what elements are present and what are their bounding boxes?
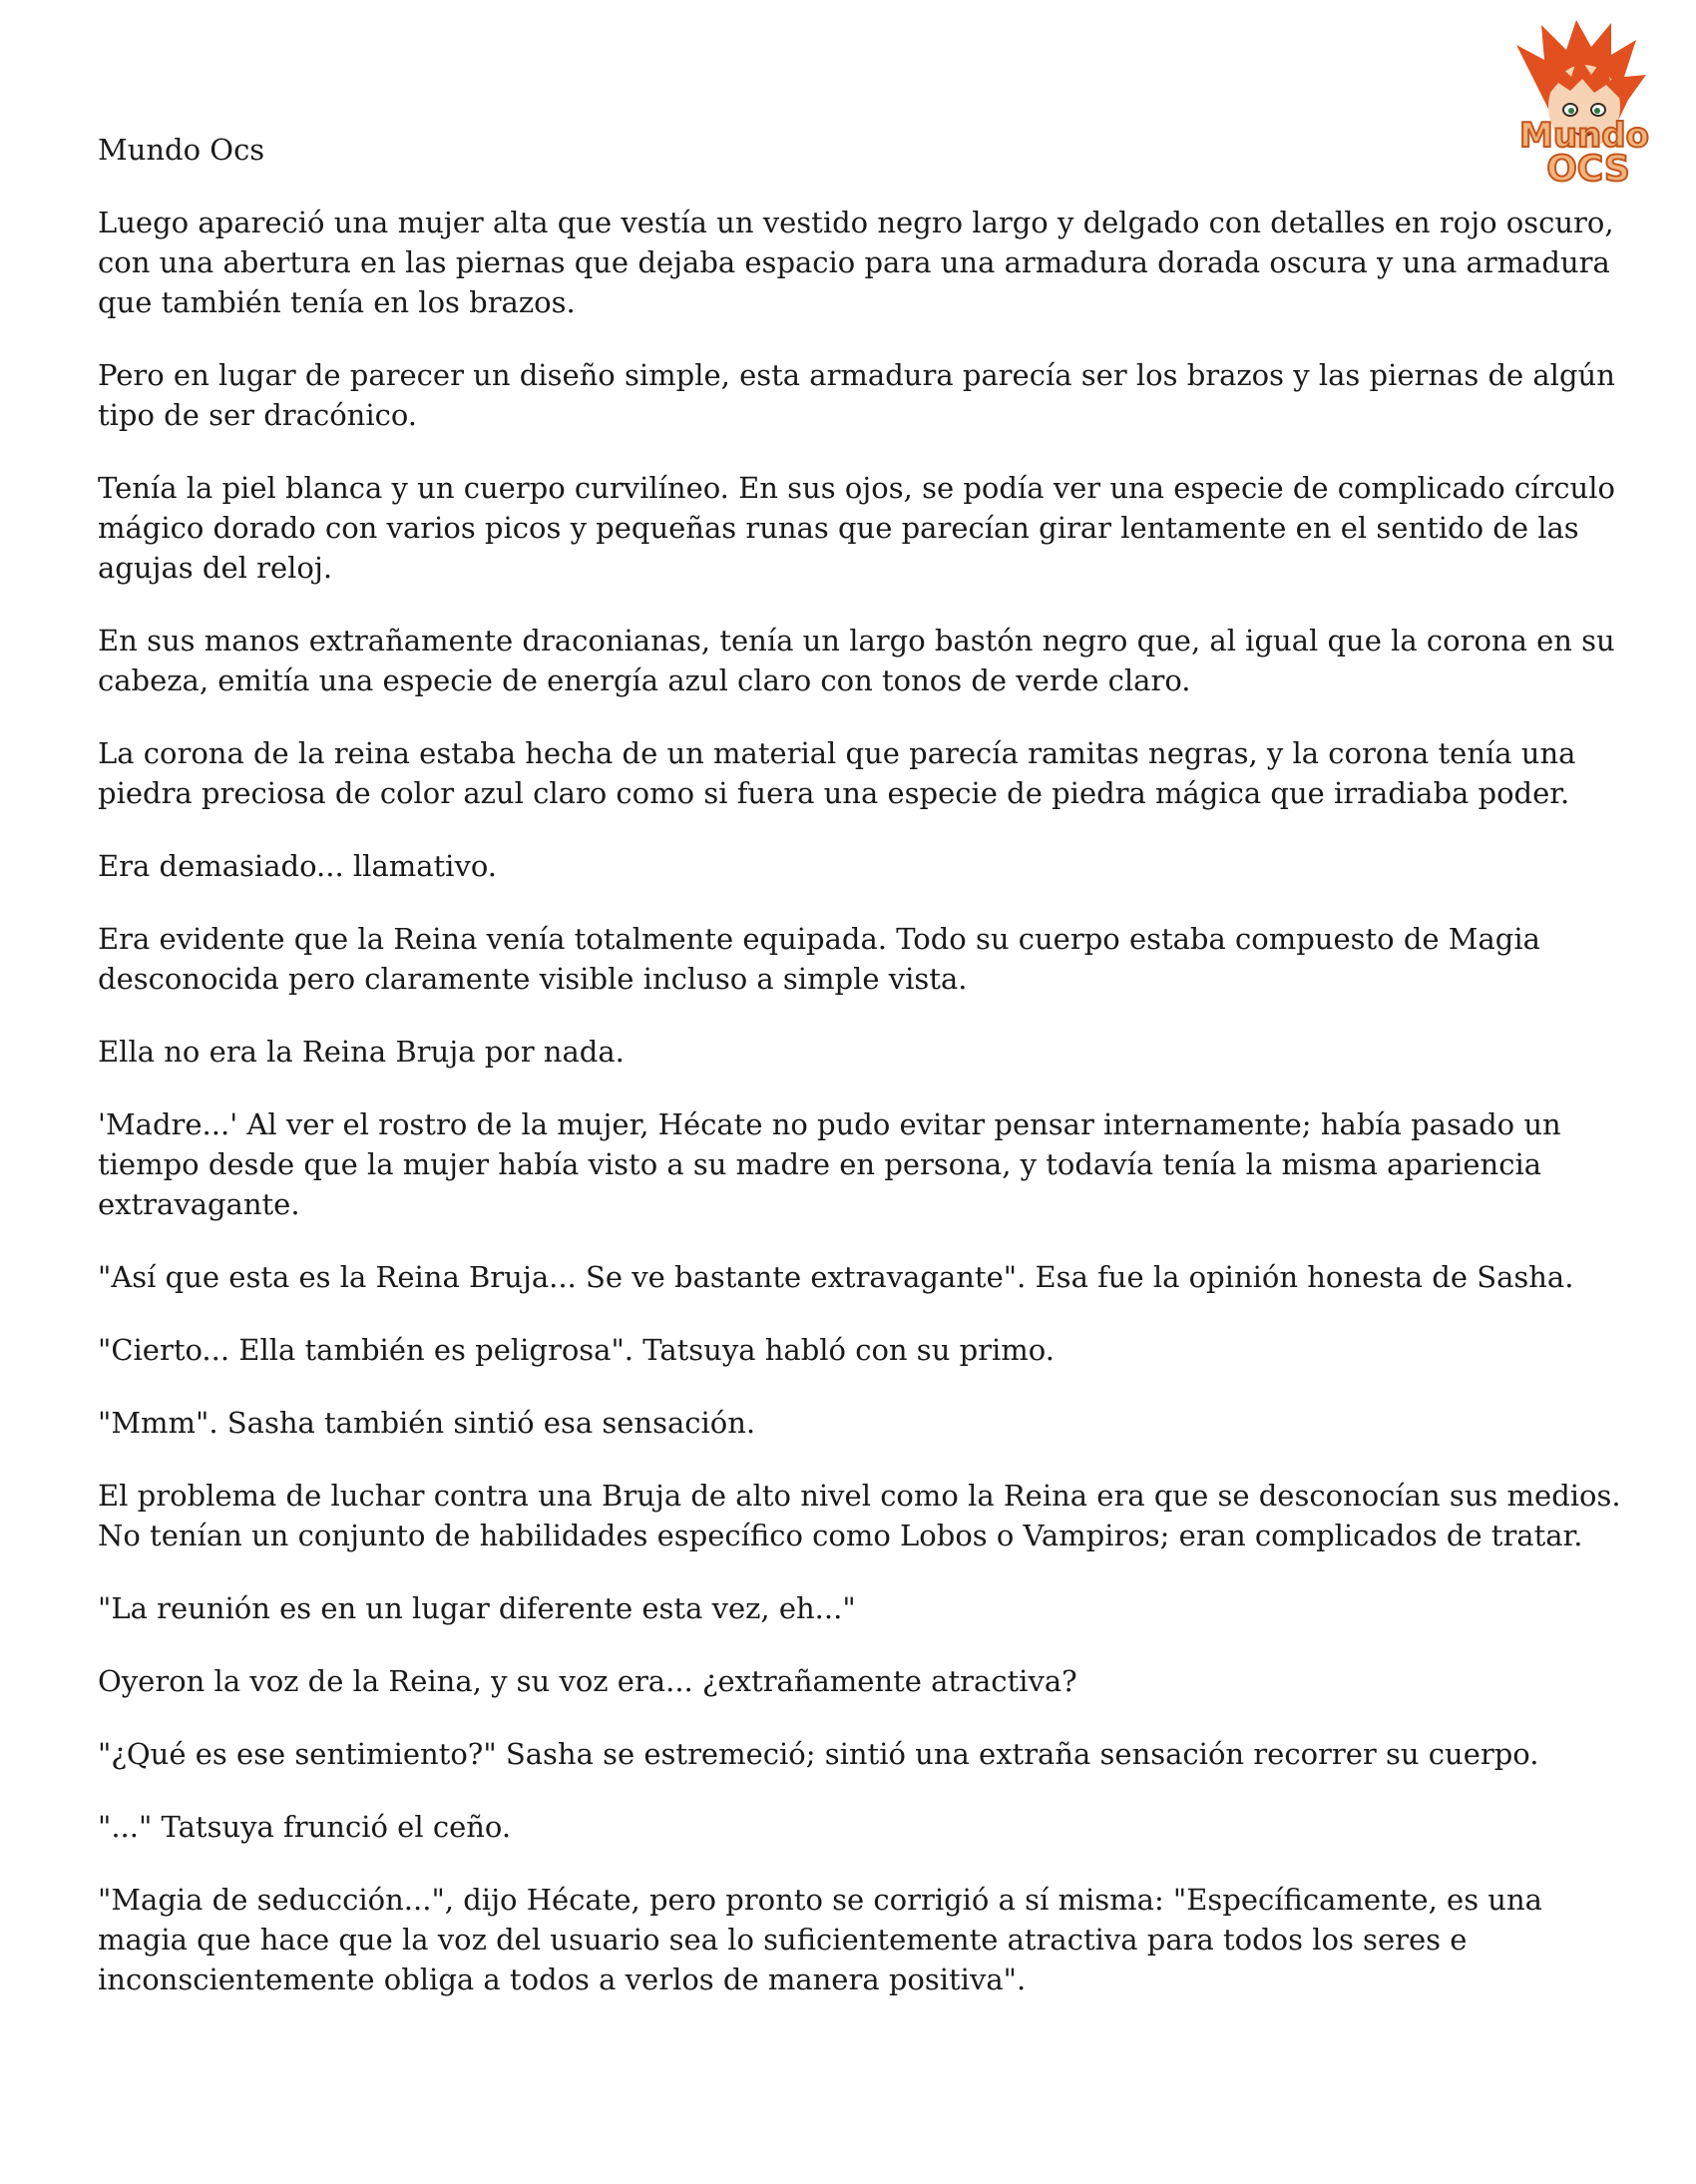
paragraph: En sus manos extrañamente draconianas, tenía un largo bastón negro que, al igual que la corona en su cabeza, emitía una especie de energía azul claro con tonos de verde claro. [98,624,1615,697]
paragraph: "..." Tatsuya frunció el ceño. [98,1810,512,1844]
paragraph: Ella no era la Reina Bruja por nada. [98,1035,625,1069]
paragraph: La corona de la reina estaba hecha de un material que parecía ramitas negras, y la corona tenía una piedra preciosa de color azul claro como si fuera una especie de piedra mágica que irradiaba poder. [98,736,1576,810]
paragraph: Luego apareció una mujer alta que vestía un vestido negro largo y delgado con detalles en rojo oscuro, con una abertura en las piernas que dejaba espacio para una armadura dorada oscura y una armadura que también tenía en los brazos. [98,206,1614,319]
document-header: Mundo Ocs [98,133,265,167]
paragraph: 'Madre...' Al ver el rostro de la mujer, Hécate no pudo evitar pensar internamente; había pasado un tiempo desde que la mujer había visto a su madre en persona, y todavía tenía la misma apariencia extravagante. [98,1107,1561,1221]
document-body [98,130,1634,2032]
paragraph: "La reunión es en un lugar diferente esta vez, eh..." [98,1591,856,1625]
paragraph: "Cierto... Ella también es peligrosa". Tatsuya habló con su primo. [98,1333,1055,1367]
paragraph: "Magia de seducción...", dijo Hécate, pero pronto se corrigió a sí misma: "Específicamente, es una magia que hace que la voz del usuario sea lo suficientemente atractiva para todos los seres e inconscientemente obliga a todos a verlos de manera positiva". [98,1883,1542,1996]
logo-text-line1: Mundo [1519,116,1649,156]
paragraph: "¿Qué es ese sentimiento?" Sasha se estremeció; sintió una extraña sensación recorrer su cuerpo. [98,1737,1539,1771]
paragraph: Era demasiado... llamativo. [98,849,497,883]
paragraph: Oyeron la voz de la Reina, y su voz era... ¿extrañamente atractiva? [98,1664,1077,1698]
paragraph: Pero en lugar de parecer un diseño simple, esta armadura parecía ser los brazos y las piernas de algún tipo de ser dracónico. [98,358,1615,432]
paragraph: "Así que esta es la Reina Bruja... Se ve bastante extravagante". Esa fue la opinión honesta de Sasha. [98,1260,1574,1294]
paragraph: El problema de luchar contra una Bruja de alto nivel como la Reina era que se desconocían sus medios. No tenían un conjunto de habilidades específico como Lobos o Vampiros; eran complicados de tratar. [98,1479,1621,1552]
paragraph: Era evidente que la Reina venía totalmente equipada. Todo su cuerpo estaba compuesto de Magia desconocida pero claramente visible incluso a simple vista. [98,922,1540,996]
logo-text-line2: OCS [1546,149,1630,190]
paragraph: "Mmm". Sasha también sintió esa sensación. [98,1406,756,1440]
paragraph: Tenía la piel blanca y un cuerpo curvilíneo. En sus ojos, se podía ver una especie de complicado círculo mágico dorado con varios picos y pequeñas runas que parecían girar lentamente en el sentido de las agujas del reloj. [98,471,1615,585]
